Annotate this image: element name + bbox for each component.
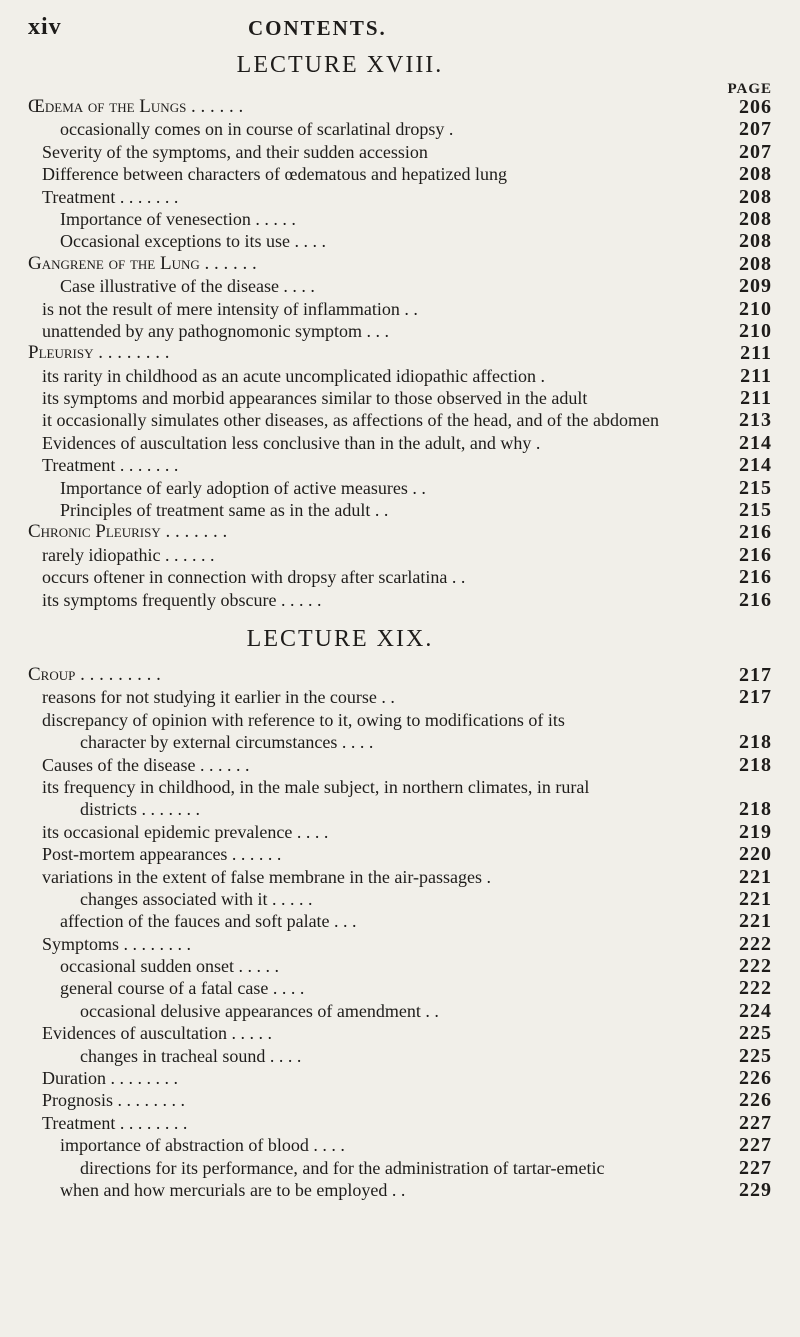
toc-entry (0, 499, 800, 521)
toc-entry-text: its occasional epidemic prevalence . . . . (42, 821, 329, 842)
toc-entry-text: Treatment . . . . . . . (42, 455, 179, 476)
toc-entry-text: its rarity in childhood as an acute uncomplicated idiopathic affection . (42, 365, 546, 386)
toc-entry (0, 566, 800, 588)
toc-entry-text: Prognosis . . . . . . . . (42, 1090, 186, 1111)
toc-entry (0, 821, 800, 843)
toc-entry-page: 227 (739, 1134, 772, 1157)
toc-entry-page: 214 (739, 454, 772, 477)
toc-entry (0, 477, 800, 499)
toc-entry-page: 226 (739, 1089, 772, 1112)
toc-entry (0, 843, 800, 865)
toc-entry-page: 217 (739, 664, 772, 686)
lecture-title: LECTURE XIX. (246, 626, 434, 652)
toc-entry-text: importance of abstraction of blood . . . . (60, 1135, 345, 1156)
toc-entry-text: occasional sudden onset . . . . . (60, 956, 279, 977)
toc-entry-page: 227 (739, 1156, 772, 1179)
toc-entry (0, 253, 800, 275)
toc-entry (0, 754, 800, 776)
toc-entry (0, 521, 800, 543)
toc-entry-text: Principles of treatment same as in the adult . . (60, 500, 389, 521)
toc-entry-page: 217 (739, 686, 772, 709)
toc-entry-text: affection of the fauces and soft palate . . . (60, 911, 357, 932)
toc-entry (0, 432, 800, 454)
toc-entry-page: 208 (739, 230, 772, 253)
toc-entry-page: 209 (739, 275, 772, 298)
toc-entry-page: 208 (739, 185, 772, 208)
toc-entry (0, 1112, 800, 1134)
toc-entry (0, 1067, 800, 1089)
toc-entry-page: 222 (739, 955, 772, 978)
toc-entry-page: 211 (740, 387, 772, 410)
toc-entry-text: occurs oftener in connection with dropsy after scarlatina . . (42, 567, 466, 588)
toc-entry-page: 216 (739, 521, 772, 544)
toc-entry-text: reasons for not studying it earlier in the course . . (42, 687, 395, 708)
toc-entry-page: 227 (739, 1111, 772, 1134)
toc-entry (0, 1022, 800, 1044)
toc-entry-text: Gangrene of the Lung . . . . . . (28, 252, 257, 274)
toc-entry (0, 798, 800, 820)
toc-entry-page: 211 (740, 342, 772, 365)
toc-entry (0, 275, 800, 297)
toc-entry (0, 544, 800, 566)
toc-entry (0, 731, 800, 753)
toc-entry (0, 977, 800, 999)
toc-entry-page: 221 (739, 865, 772, 888)
page-number: xiv (28, 14, 62, 40)
toc-entry-text: Croup . . . . . . . . . (28, 664, 161, 685)
toc-entry (0, 589, 800, 611)
toc-entry (0, 186, 800, 208)
toc-entry-page: 219 (739, 820, 772, 843)
toc-lecture-18 (0, 96, 800, 611)
toc-entry-text: Evidences of auscultation less conclusive than in the adult, and why . (42, 432, 541, 453)
toc-entry (0, 163, 800, 185)
toc-entry (0, 409, 800, 431)
toc-entry-page: 206 (739, 96, 772, 118)
toc-entry-text: Importance of early adoption of active measures . . (60, 477, 426, 498)
toc-entry-page: 216 (739, 543, 772, 566)
toc-entry (0, 1089, 800, 1111)
toc-entry (0, 910, 800, 932)
toc-entry-text: Treatment . . . . . . . . (42, 1112, 188, 1133)
toc-entry-text: Post-mortem appearances . . . . . . (42, 844, 282, 865)
page-column-label: PAGE (727, 81, 772, 97)
running-head: CONTENTS. (248, 16, 387, 40)
toc-entry-page: 216 (739, 588, 772, 611)
toc-entry-page: 210 (739, 297, 772, 320)
toc-entry-text: Treatment . . . . . . . (42, 186, 179, 207)
toc-entry (0, 933, 800, 955)
toc-entry (0, 1000, 800, 1022)
toc-entry (0, 320, 800, 342)
toc-entry (0, 118, 800, 140)
toc-entry-page: 208 (739, 252, 772, 275)
toc-entry-text: changes associated with it . . . . . (80, 888, 313, 909)
toc-entry-page: 220 (739, 843, 772, 866)
toc-entry-page: 221 (739, 887, 772, 910)
toc-entry-text: Œdema of the Lungs . . . . . . (28, 96, 244, 117)
toc-entry-text: Case illustrative of the disease . . . . (60, 276, 315, 297)
toc-entry-page: 224 (739, 999, 772, 1022)
toc-entry-page: 229 (739, 1178, 772, 1201)
toc-entry-page: 214 (739, 431, 772, 454)
toc-entry (0, 96, 800, 118)
toc-entry (0, 888, 800, 910)
toc-entry-text: Evidences of auscultation . . . . . (42, 1023, 272, 1044)
toc-entry-text: districts . . . . . . . (80, 799, 200, 820)
toc-entry-text: its frequency in childhood, in the male subject, in northern climates, in rural (42, 776, 590, 797)
toc-entry-page: 226 (739, 1067, 772, 1090)
toc-entry (0, 1134, 800, 1156)
toc-entry-page: 216 (739, 566, 772, 589)
toc-entry (0, 365, 800, 387)
toc-lecture-19 (0, 664, 800, 1201)
toc-entry (0, 208, 800, 230)
toc-entry-text: is not the result of mere intensity of inflammation . . (42, 298, 418, 319)
toc-entry-text: Causes of the disease . . . . . . (42, 754, 250, 775)
toc-entry (0, 1157, 800, 1179)
toc-entry-page: 210 (739, 319, 772, 342)
toc-entry-text: its symptoms and morbid appearances similar to those observed in the adult (42, 388, 588, 409)
toc-entry-text: changes in tracheal sound . . . . (80, 1045, 302, 1066)
toc-entry-text: when and how mercurials are to be employed . . (60, 1179, 406, 1200)
toc-entry-text: directions for its performance, and for the administration of tartar-emetic (80, 1157, 605, 1178)
toc-entry-page: 208 (739, 163, 772, 186)
toc-entry-page: 215 (739, 476, 772, 499)
toc-entry-text: Pleurisy . . . . . . . . (28, 342, 170, 364)
toc-entry (0, 298, 800, 320)
page-header (28, 14, 772, 44)
toc-entry-page: 225 (739, 1044, 772, 1067)
toc-entry-page: 218 (739, 731, 772, 754)
toc-entry-page: 208 (739, 207, 772, 230)
toc-entry-text: it occasionally simulates other diseases, as affections of the head, and of the abdomen (42, 410, 659, 431)
toc-entry-text: variations in the extent of false membrane in the air-passages . (42, 866, 491, 887)
toc-entry-text: Symptoms . . . . . . . . (42, 933, 192, 954)
toc-entry-text: Difference between characters of œdematous and hepatized lung (42, 164, 507, 185)
toc-entry-page: 218 (739, 798, 772, 821)
toc-entry-page: 222 (739, 977, 772, 1000)
toc-entry-page: 213 (739, 409, 772, 432)
toc-entry-page: 221 (739, 910, 772, 933)
toc-entry-text: rarely idiopathic . . . . . . (42, 544, 215, 565)
toc-entry (0, 141, 800, 163)
toc-entry (0, 1179, 800, 1201)
toc-entry (0, 866, 800, 888)
toc-entry-page: 218 (739, 753, 772, 776)
toc-entry (0, 686, 800, 708)
toc-entry-page: 225 (739, 1022, 772, 1045)
toc-entry (0, 955, 800, 977)
toc-entry (0, 1045, 800, 1067)
toc-entry-text: unattended by any pathognomonic symptom . . . (42, 320, 389, 341)
toc-entry-page: 211 (740, 364, 772, 387)
toc-entry (0, 454, 800, 476)
toc-entry (0, 709, 800, 731)
toc-entry (0, 230, 800, 252)
toc-entry-text: occasional delusive appearances of amendment . . (80, 1000, 439, 1021)
toc-entry-text: its symptoms frequently obscure . . . . . (42, 589, 322, 610)
toc-entry-text: Importance of venesection . . . . . (60, 208, 296, 229)
toc-entry-page: 222 (739, 932, 772, 955)
toc-entry-page: 215 (739, 499, 772, 522)
toc-entry-text: Chronic Pleurisy . . . . . . . (28, 521, 228, 543)
toc-entry (0, 664, 800, 686)
toc-entry-text: occasionally comes on in course of scarlatinal dropsy . (60, 119, 454, 140)
toc-entry-page: 207 (739, 140, 772, 163)
toc-entry-text: Duration . . . . . . . . (42, 1068, 178, 1089)
toc-entry (0, 342, 800, 364)
toc-entry (0, 776, 800, 798)
toc-entry-text: character by external circumstances . . . . (80, 732, 374, 753)
lecture-title: LECTURE XVIII. (236, 52, 444, 78)
toc-entry-text: Occasional exceptions to its use . . . . (60, 231, 326, 252)
toc-entry-text: general course of a fatal case . . . . (60, 978, 305, 999)
toc-entry-text: discrepancy of opinion with reference to it, owing to modifications of its (42, 709, 565, 730)
toc-entry-text: Severity of the symptoms, and their sudden accession (42, 141, 428, 162)
toc-entry-page: 207 (739, 118, 772, 141)
toc-entry (0, 387, 800, 409)
